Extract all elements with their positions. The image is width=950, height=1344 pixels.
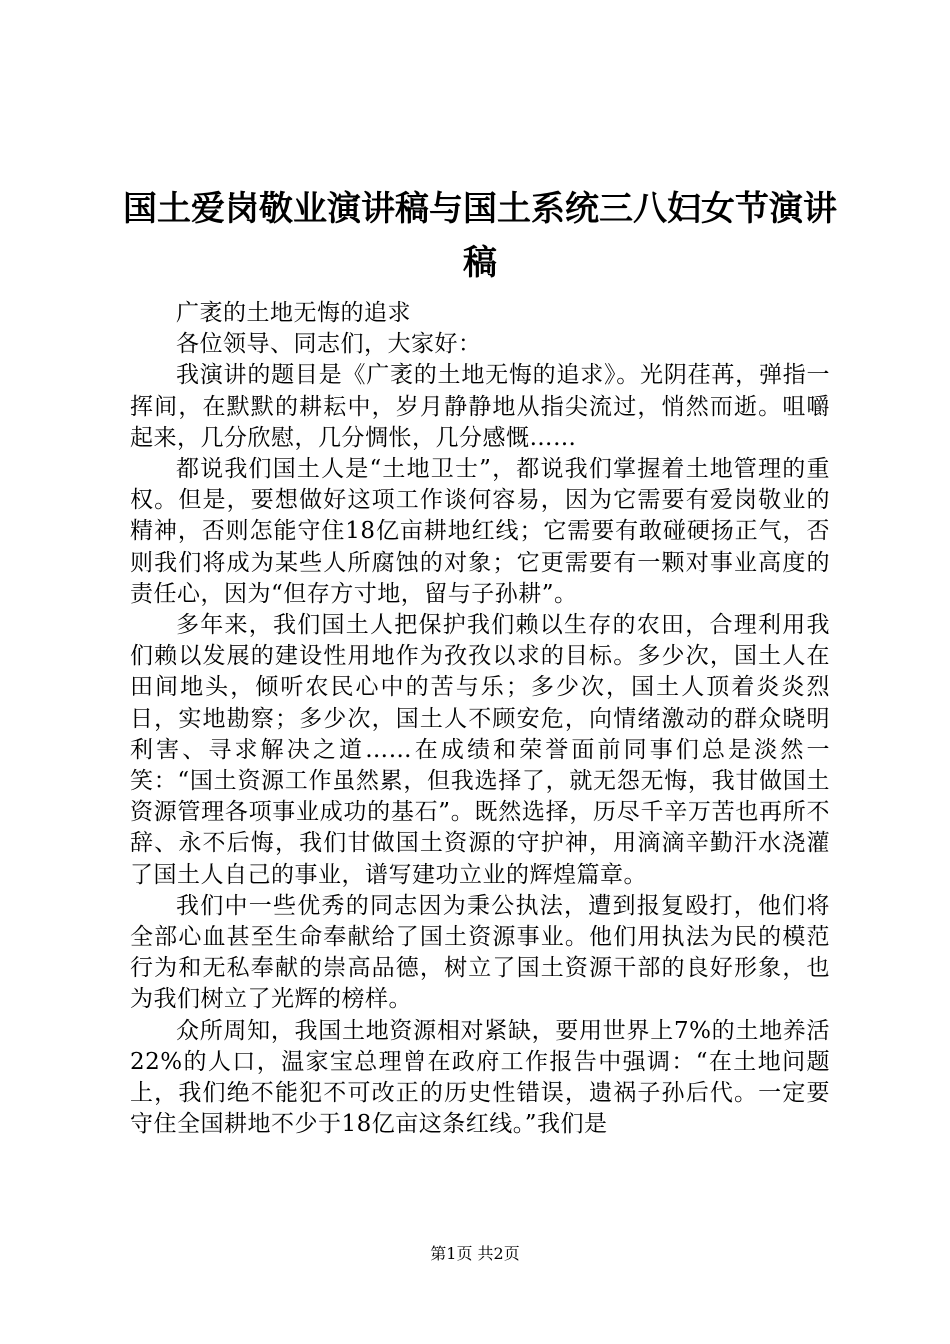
document-title: 国土爱岗敬业演讲稿与国土系统三八妇女节演讲稿: [123, 189, 837, 283]
paragraph: 多年来，我们国土人把保护我们赖以生存的农田，合理利用我们赖以发展的建设性用地作为孜孜以求的目标。多少次，国土人在田间地头，倾听农民心中的苦与乐；多少次，国土人顶着炎炎烈日，实地勘察；多少次，国土人不顾安危，向情绪激动的群众晓明利害、寻求解决之道……在成绩和荣誉面前同事们总是淡然一笑：“国土资源工作虽然累，但我选择了，就无怨无悔，我甘做国土资源管理各项事业成功的基石”。既然选择，历尽千辛万苦也再所不辞、永不后悔，我们甘做国土资源的守护神，用滴滴辛勤汗水浇灌了国土人自己的事业，谱写建功立业的辉煌篇章。: [130, 612, 830, 888]
paragraph: 我们中一些优秀的同志因为秉公执法，遭到报复殴打，他们将全部心血甚至生命奉献给了国土资源事业。他们用执法为民的模范行为和无私奉献的崇高品德，树立了国土资源干部的良好形象，也为我们树立了光辉的榜样。: [130, 892, 830, 1013]
paragraph: 都说我们国土人是“土地卫士”，都说我们掌握着土地管理的重权。但是，要想做好这项工作谈何容易，因为它需要有爱岗敬业的精神，否则怎能守住18亿亩耕地红线；它需要有敢碰硬扬正气，否则我们将成为某些人所腐蚀的对象；它更需要有一颗对事业高度的责任心，因为“但存方寸地，留与子孙耕”。: [130, 456, 830, 607]
paragraph-subtitle: 广袤的土地无悔的追求: [176, 300, 411, 326]
document-body: [130, 298, 830, 1140]
page-number-footer: 第1页 共2页: [430, 1244, 520, 1263]
paragraph-greeting: 各位领导、同志们，大家好：: [176, 331, 482, 358]
paragraph: 我演讲的题目是《广袤的土地无悔的追求》。光阴荏苒，弹指一挥间，在默默的耕耘中，岁月静静地从指尖流过，悄然而逝。咀嚼起来，几分欣慰，几分惆怅，几分感慨……: [130, 362, 830, 451]
paragraph: 众所周知，我国土地资源相对紧缺，要用世界上7%的土地养活22%的人口，温家宝总理曾在政府工作报告中强调：“在土地问题上，我们绝不能犯不可改正的历史性错误，遗祸子孙后代。一定要守住全国耕地不少于18亿亩这条红线。”我们是: [130, 1017, 830, 1138]
